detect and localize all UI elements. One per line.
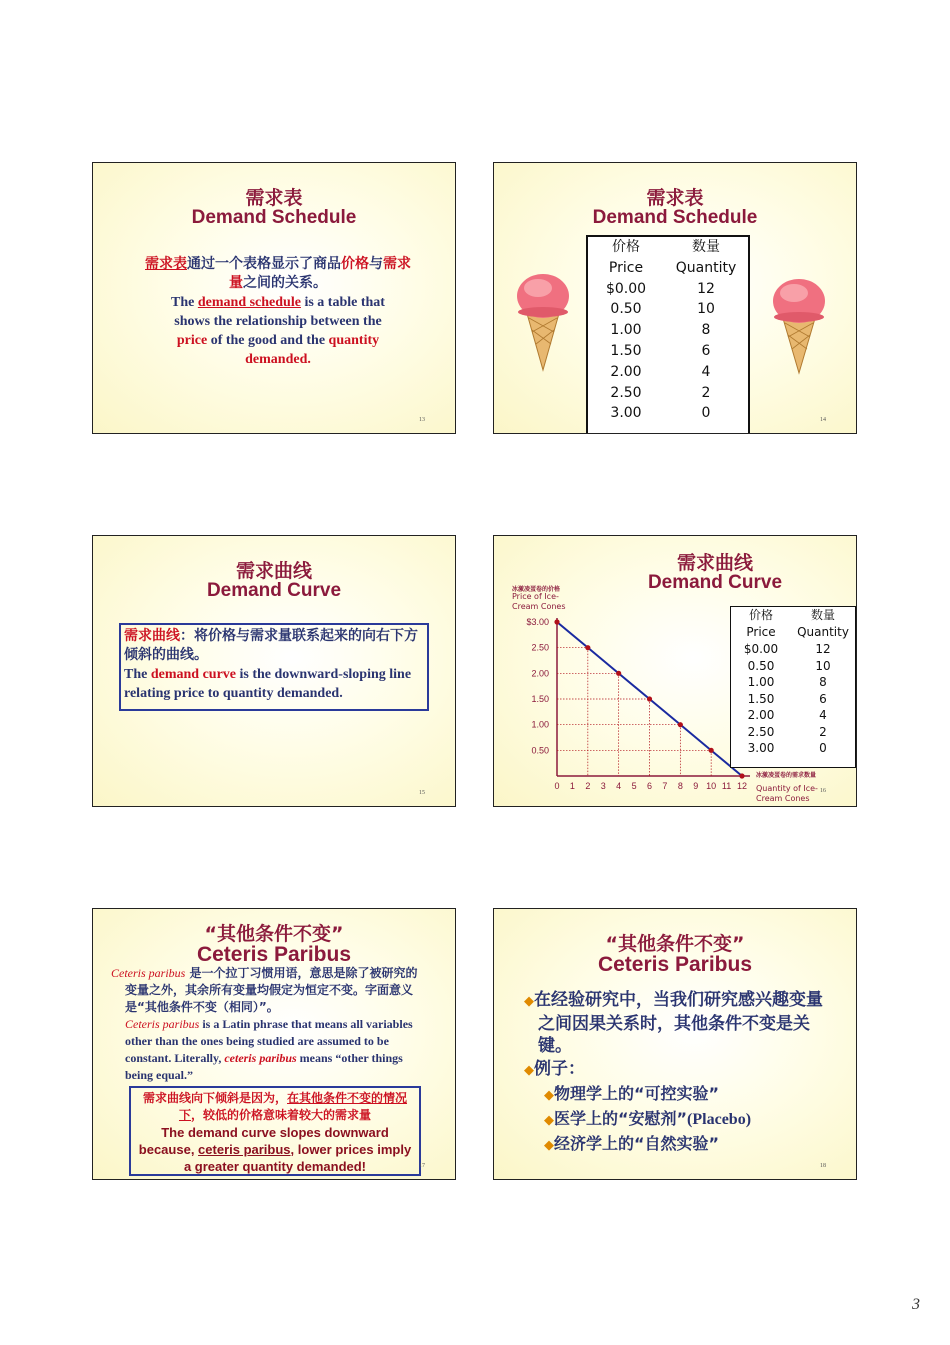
x-tick-label: 9 — [693, 781, 699, 791]
table-header-en: Price Quantity — [746, 625, 849, 639]
slide-number: 13 — [419, 417, 425, 423]
slide-title-en: Ceteris Paribus — [196, 943, 352, 966]
x-axis-label-en: Quantity of Ice-Cream Cones — [756, 784, 818, 803]
data-point — [678, 722, 683, 727]
definition-text: Ceteris paribus 是一个拉丁习惯用语，意思是除了被研究的变量之外，其余所有变量均假定为恒定不变。字面意义是“其他条件不变（相同）”。 Ceteris paribus is a Latin phrase that means all variables other than the ones being studied are assumed to be constant. Literally, ceteris paribus means “other things being equal.” — [111, 966, 418, 1082]
slide-14 — [493, 162, 857, 434]
slide-title-en: Demand Schedule — [592, 207, 758, 228]
page-number: 3 — [912, 1296, 920, 1313]
table-row: 2.00 4 — [610, 363, 711, 380]
diamond-bullet-icon: ◆ — [524, 1063, 534, 1078]
conclusion-box: 需求曲线向下倾斜是因为，在其他条件不变的情况下，较低的价格意味着较大的需求量 The demand curve slopes downward because, ceteris paribus, lower prices imply a greater quantity demanded! — [129, 1086, 421, 1176]
y-tick-label: 0.50 — [531, 745, 549, 756]
x-tick-label: 12 — [736, 781, 748, 791]
diamond-bullet-icon: ◆ — [544, 1113, 554, 1128]
x-tick-label: 5 — [631, 781, 637, 791]
demand-schedule-table — [586, 235, 750, 434]
table-row: 1.50 6 — [610, 342, 711, 359]
table-row: 0.50 10 — [747, 658, 831, 673]
slide-number: 17 — [419, 1163, 425, 1169]
sub-bullet-item: ◆经济学上的“自然实验” — [544, 1134, 720, 1153]
bullet-item: ◆在经验研究中，当我们研究感兴趣变量之间因果关系时，其他条件不变是关键。 — [524, 990, 823, 1056]
data-point — [585, 645, 590, 650]
data-point — [616, 671, 621, 676]
x-tick-label: 1 — [569, 781, 575, 791]
demand-schedule-table — [730, 606, 856, 768]
x-tick-label: 2 — [585, 781, 591, 791]
diamond-bullet-icon: ◆ — [544, 1088, 554, 1103]
table-row: 1.00 8 — [747, 675, 827, 689]
slide-title-cn: 需求曲线 — [235, 560, 312, 582]
slide-title-en: Ceteris Paribus — [597, 953, 753, 976]
definition-text: 需求表通过一个表格显示了商品价格与需求量之间的关系。 The demand schedule is a table that shows the relationship between the price of the good and the quantity demanded. — [145, 256, 411, 367]
y-tick-label: 2.00 — [531, 668, 549, 679]
x-tick-label: 0 — [554, 781, 560, 791]
y-tick-label: 1.00 — [531, 719, 549, 730]
slide-title-cn: “其他条件不变” — [204, 923, 344, 945]
y-tick-label: 2.50 — [531, 642, 549, 653]
data-point — [709, 748, 714, 753]
slide-number: 18 — [820, 1163, 826, 1169]
table-header-cn: 价格 数量 — [612, 239, 720, 255]
x-tick-label: 4 — [616, 781, 622, 791]
table-row: $0.00 12 — [605, 280, 715, 297]
slide-18 — [493, 908, 857, 1180]
ice-cream-cone-icon — [770, 273, 828, 381]
table-row: 0.50 10 — [610, 301, 715, 318]
table-row: 3.00 0 — [610, 405, 711, 422]
x-tick-label: 7 — [662, 781, 668, 791]
slide-15 — [92, 535, 456, 807]
slide-number: 16 — [820, 788, 826, 794]
data-point — [647, 696, 652, 701]
slide-title-en: Demand Curve — [206, 580, 342, 601]
y-axis-label-en: Price of Ice-Cream Cones — [512, 592, 566, 611]
sub-bullet-item: ◆物理学上的“可控实验” — [544, 1084, 720, 1103]
slide-number: 15 — [419, 790, 425, 796]
x-tick-label: 3 — [600, 781, 606, 791]
slide-16 — [493, 535, 857, 807]
x-tick-label: 6 — [646, 781, 653, 791]
diamond-bullet-icon: ◆ — [544, 1138, 554, 1153]
table-row: 3.00 0 — [747, 741, 827, 755]
table-row: $0.00 12 — [743, 642, 831, 656]
slide-title-cn: “其他条件不变” — [605, 933, 745, 955]
table-row: 1.00 8 — [610, 322, 711, 339]
y-axis-label-cn: 冰激凌蛋卷的价格 — [512, 586, 561, 593]
y-tick-label: 1.50 — [531, 694, 549, 704]
table-header-cn: 价格 数量 — [748, 608, 835, 622]
sub-bullet-item: ◆医学上的“安慰剂”(Placebo) — [544, 1109, 752, 1128]
slide-title-cn: 需求曲线 — [676, 552, 753, 574]
slide-number: 14 — [820, 417, 826, 423]
diamond-bullet-icon: ◆ — [524, 994, 534, 1009]
slide-title-cn: 需求表 — [245, 187, 303, 209]
x-tick-label: 8 — [677, 781, 683, 791]
x-tick-label: 11 — [721, 781, 732, 791]
definition-box: 需求曲线：将价格与需求量联系起来的向右下方倾斜的曲线。 The demand curve is the downward-sloping line relating price to quantity demanded. — [119, 623, 429, 711]
data-point — [554, 619, 559, 624]
slide-title-cn: 需求表 — [646, 187, 704, 209]
slide-title-en: Demand Curve — [647, 572, 783, 593]
table-header-en: Price Quantity — [608, 259, 737, 276]
slide-title-en: Demand Schedule — [191, 207, 357, 228]
table-row: 2.50 2 — [610, 384, 711, 401]
slide-13 — [92, 162, 456, 434]
bullet-item: ◆例子： — [524, 1059, 585, 1079]
table-row: 2.50 2 — [747, 724, 827, 739]
data-point — [739, 773, 744, 778]
x-tick-label: 10 — [706, 781, 717, 791]
ice-cream-cone-icon — [514, 268, 572, 376]
x-axis-label-cn: 冰激凌蛋卷的需求数量 — [756, 772, 817, 779]
y-tick-label: $3.00 — [526, 617, 549, 627]
table-row: 2.00 4 — [747, 708, 827, 722]
table-row: 1.50 6 — [747, 691, 827, 706]
slide-17 — [92, 908, 456, 1180]
